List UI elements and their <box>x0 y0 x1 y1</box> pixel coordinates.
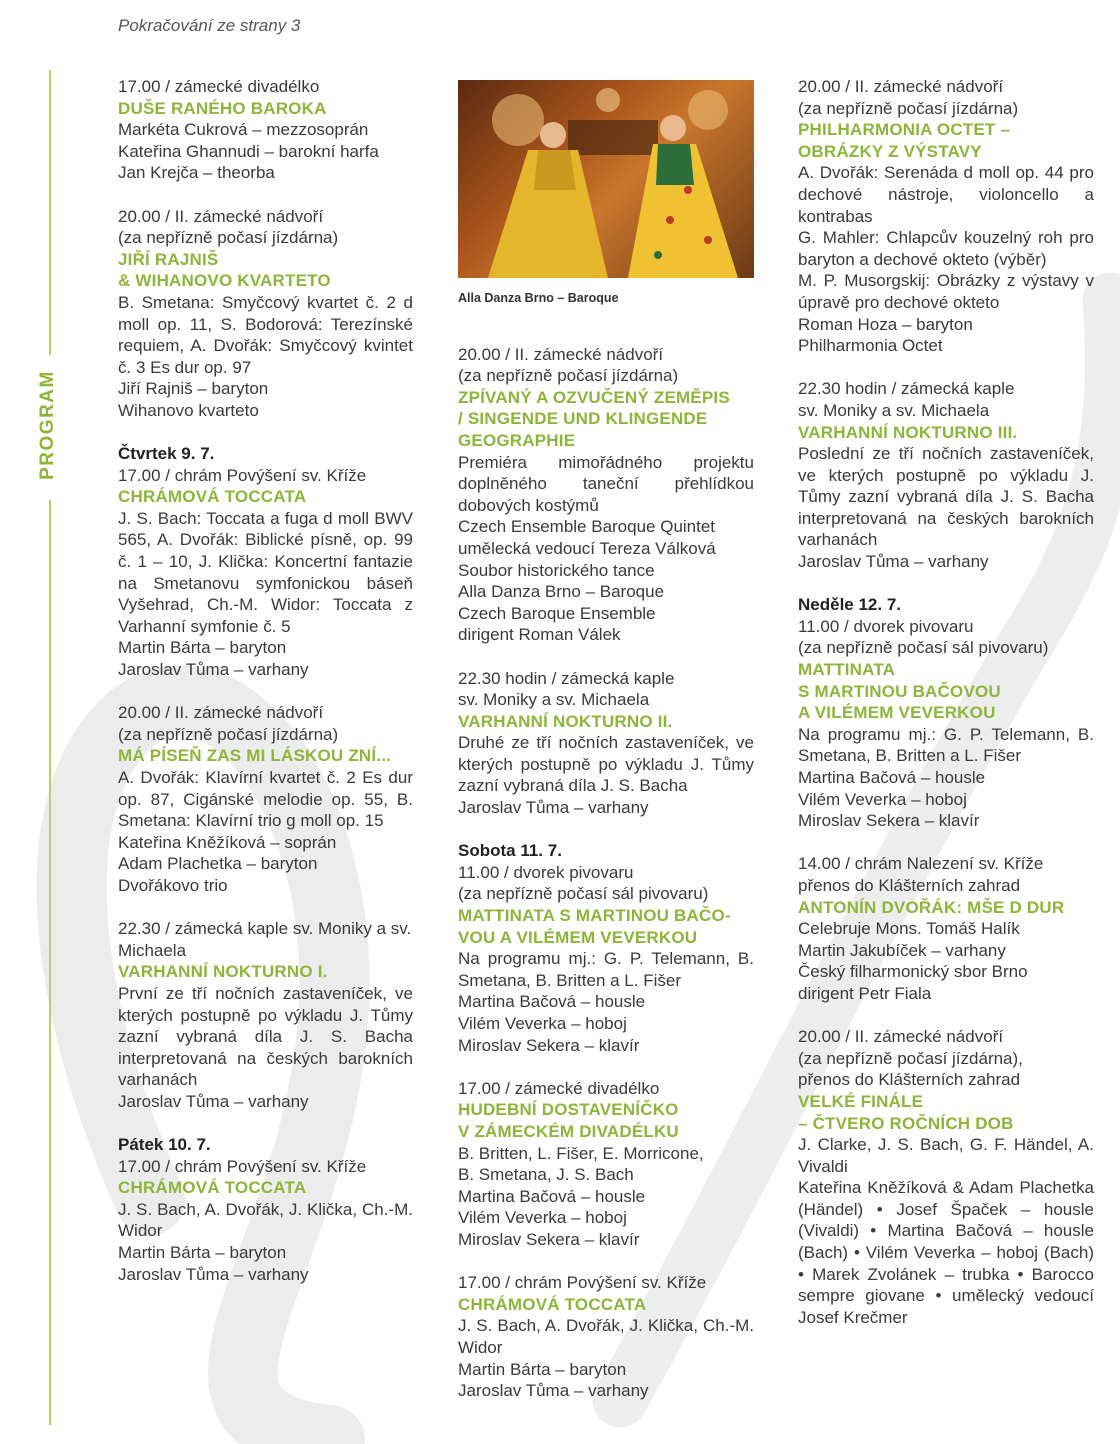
event-description: Na programu mj.: G. P. Telemann, B. Smetana, B. Britten a L. Fišer <box>798 724 1094 766</box>
event-venue: 17.00 / zámecké divadélko <box>118 77 320 96</box>
program-event <box>458 668 754 819</box>
event-venue: 22.30 / zámecká kaple sv. Moniky a sv. Michaela <box>118 919 412 960</box>
event-venue: 20.00 / II. zámecké nádvoří <box>458 344 664 364</box>
program-event <box>798 616 1094 832</box>
running-head: Pokračování ze strany 3 <box>118 16 301 35</box>
event-performer: Miroslav Sekera – klavír <box>458 1035 640 1055</box>
event-performer: Kateřina Ghannudi – barokní harfa <box>118 141 379 161</box>
event-performer: dirigent Petr Fiala <box>798 983 932 1003</box>
event-performer: B. Smetana, J. S. Bach <box>458 1165 634 1185</box>
event-title: CHRÁMOVÁ TOCCATA <box>118 487 307 507</box>
event-venue: 14.00 / chrám Nalezení sv. Kříže <box>798 854 1044 874</box>
event-title: VELKÉ FINÁLE <box>798 1091 924 1111</box>
event-venue: 20.00 / II. zámecké nádvoří <box>798 77 1004 96</box>
day-heading: Sobota 11. 7. <box>458 841 562 861</box>
event-venue: (za nepřízně počasí jízdárna) <box>118 724 339 744</box>
event-title: & WIHANOVO KVARTETO <box>118 271 331 291</box>
event-performer: Martin Jakubíček – varhany <box>798 940 1006 960</box>
event-venue: (za nepřízně počasí sál pivovaru) <box>458 884 709 904</box>
event-performer: Jiří Rajniš – baryton <box>118 379 269 399</box>
event-description: J. S. Bach, A. Dvořák, J. Klička, Ch.-M. Widor <box>118 1199 413 1241</box>
event-venue: 20.00 / II. zámecké nádvoří <box>798 1027 1004 1047</box>
event-performer: Markéta Cukrová – mezzosoprán <box>118 120 369 140</box>
event-title: CHRÁMOVÁ TOCCATA <box>118 1178 307 1198</box>
event-performer: Martina Bačová – housle <box>458 1186 646 1206</box>
event-description: G. Mahler: Chlapcův kouzelný roh pro baryton a dechové okteto (výběr) <box>798 228 1094 269</box>
event-performer: Czech Ensemble Baroque Quintet <box>458 517 716 537</box>
event-performer: Jaroslav Tůma – varhany <box>458 798 649 818</box>
event-title: VARHANNÍ NOKTURNO I. <box>118 962 328 982</box>
event-performer: Martina Bačová – housle <box>458 992 646 1012</box>
event-description: A. Dvořák: Klavírní kvartet č. 2 Es dur op. 87, Cigánské melodie op. 55, B. Smetana: Klavírní trio g moll op. 15 <box>118 768 413 831</box>
performance-photo <box>458 80 754 278</box>
event-venue: (za nepřízně počasí jízdárna), <box>798 1048 1023 1068</box>
event-performer: Adam Plachetka – baryton <box>118 854 318 874</box>
program-event <box>118 918 413 1112</box>
event-title: CHRÁMOVÁ TOCCATA <box>458 1294 647 1314</box>
event-title: OBRÁZKY Z VÝSTAVY <box>798 141 982 161</box>
event-venue: přenos do Klášterních zahrad <box>798 875 1021 895</box>
event-title: MATTINATA <box>798 660 896 680</box>
event-venue: 11.00 / dvorek pivovaru <box>458 862 634 882</box>
event-title: S MARTINOU BAČOVOU <box>798 681 1001 701</box>
event-venue: 20.00 / II. zámecké nádvoří <box>118 703 324 723</box>
event-performer: Jaroslav Tůma – varhany <box>118 660 309 680</box>
event-description: Kateřina Kněžíková & Adam Plachetka (Händel) • Josef Špaček – housle (Vivaldi) • Martina Bačová – housle (Bach) • Vilém Veverka – hoboj (Bach) • Marek Zvolánek – trubka • Barocco sempre giovane • umělecký vedoucí Josef Krečmer <box>798 1178 1094 1327</box>
event-performer: Dvořákovo trio <box>118 875 228 895</box>
event-title: DUŠE RANÉHO BAROKA <box>118 98 327 118</box>
event-description: J. S. Bach, A. Dvořák, J. Klička, Ch.-M. Widor <box>458 1316 754 1357</box>
program-event <box>798 378 1094 572</box>
event-performer: Philharmonia Octet <box>798 336 943 356</box>
event-venue: (za nepřízně počasí jízdárna) <box>458 366 679 386</box>
event-venue: 22.30 hodin / zámecká kaple <box>458 668 675 688</box>
program-event <box>798 76 1094 357</box>
day-heading: Čtvrtek 9. 7. <box>118 444 215 464</box>
event-description: J. S. Bach: Toccata a fuga d moll BWV 565, A. Dvořák: Biblické písně, op. 99 č. 1 – 10, J. Klička: Koncertní fantazie na Smetanovu symfonickou báseň Vyšehrad, Ch.-M. Widor: Toccata z Varhanní symfonie č. 5 <box>118 508 413 636</box>
program-event <box>798 1026 1094 1328</box>
program-event <box>118 76 413 184</box>
event-title: JIŘÍ RAJNIŠ <box>118 249 219 269</box>
event-venue: 20.00 / II. zámecké nádvoří <box>118 206 324 226</box>
event-venue: přenos do Klášterních zahrad <box>798 1070 1021 1090</box>
event-performer: Vilém Veverka – hoboj <box>458 1208 627 1228</box>
event-performer: Celebruje Mons. Tomáš Halík <box>798 919 1020 939</box>
event-performer: Martina Bačová – housle <box>798 768 986 787</box>
event-venue: 17.00 / chrám Povýšení sv. Kříže <box>118 465 367 485</box>
program-event <box>118 206 413 422</box>
event-performer: Vilém Veverka – hoboj <box>798 789 967 809</box>
program-event <box>458 1078 754 1251</box>
event-description: Poslední ze tří nočních zastaveníček, ve kterých postupně po výkladu J. Tůmy zazní vybraná díla J. S. Bacha interpretovaná na českých barokních varhanách <box>798 444 1094 550</box>
event-performer: B. Britten, L. Fišer, E. Morricone, <box>458 1143 704 1163</box>
event-performer: Martin Bárta – baryton <box>118 638 287 658</box>
day-heading: Pátek 10. 7. <box>118 1135 211 1155</box>
event-description: První ze tří nočních zastaveníček, ve kterých postupně po výkladu J. Tůmy zazní vybraná díla J. S. Bacha interpretovaná na českých barokních varhanách <box>118 983 413 1090</box>
event-performer: Jaroslav Tůma – varhany <box>458 1381 649 1401</box>
program-event <box>458 1272 754 1402</box>
event-venue: 17.00 / zámecké divadélko <box>458 1078 660 1098</box>
event-title: VARHANNÍ NOKTURNO III. <box>798 422 1018 442</box>
event-performer: Martin Bárta – baryton <box>458 1359 627 1379</box>
event-title: GEOGRAPHIE <box>458 430 576 450</box>
event-venue: (za nepřízně počasí jízdárna) <box>118 228 339 248</box>
event-description: B. Smetana: Smyčcový kvartet č. 2 d moll op. 11, S. Bodorová: Terezínské requiem, A. Dvořák: Smyčcový kvintet č. 3 Es dur op. 97 <box>118 292 413 377</box>
event-venue: sv. Moniky a sv. Michaela <box>798 400 990 420</box>
event-performer: Miroslav Sekera – klavír <box>798 811 980 831</box>
event-venue: 17.00 / chrám Povýšení sv. Kříže <box>118 1156 367 1176</box>
program-event <box>118 1156 413 1286</box>
event-performer: Martin Bárta – baryton <box>118 1243 287 1263</box>
event-description: J. Clarke, J. S. Bach, G. F. Händel, A. Vivaldi <box>798 1135 1094 1176</box>
event-venue: (za nepřízně počasí sál pivovaru) <box>798 638 1049 658</box>
column-3 <box>798 76 1094 1350</box>
side-rule-top <box>49 70 51 355</box>
event-performer: Miroslav Sekera – klavír <box>458 1229 640 1249</box>
event-performer: Alla Danza Brno – Baroque <box>458 582 665 602</box>
side-label-text: PROGRAM <box>37 370 59 480</box>
event-title: ANTONÍN DVOŘÁK: MŠE D DUR <box>798 897 1065 917</box>
column-1 <box>118 76 413 1307</box>
event-title: / SINGENDE UND KLINGENDE <box>458 409 708 429</box>
event-performer: Soubor historického tance <box>458 560 655 580</box>
event-title: PHILHARMONIA OCTET – <box>798 120 1011 140</box>
event-description: A. Dvořák: Serenáda d moll op. 44 pro dechové nástroje, violoncello a kontrabas <box>798 163 1094 226</box>
event-title: HUDEBNÍ DOSTAVENÍČKO <box>458 1100 679 1120</box>
event-venue: 11.00 / dvorek pivovaru <box>798 616 974 636</box>
event-title: VOU A VILÉMEM VEVERKOU <box>458 927 698 947</box>
event-performer: Český filharmonický sbor Brno <box>798 962 1028 982</box>
event-performer: Jaroslav Tůma – varhany <box>118 1091 309 1111</box>
event-performer: Jan Krejča – theorba <box>118 163 275 183</box>
event-title: ZPÍVANÝ A OZVUČENÝ ZEMĚPIS <box>458 387 730 407</box>
event-venue: (za nepřízně počasí jízdárna) <box>798 98 1019 118</box>
event-description: Premiéra mimořádného projektu doplněného taneční přehlídkou dobových kostýmů <box>458 452 754 515</box>
program-event <box>458 862 754 1056</box>
event-venue: 17.00 / chrám Povýšení sv. Kříže <box>458 1273 707 1293</box>
event-performer: Vilém Veverka – hoboj <box>458 1014 627 1033</box>
event-performer: Wihanovo kvarteto <box>118 400 259 420</box>
event-venue: 22.30 hodin / zámecká kaple <box>798 379 1015 399</box>
event-title: – ČTVERO ROČNÍCH DOB <box>798 1113 1014 1133</box>
program-event <box>118 465 413 681</box>
event-title: A VILÉMEM VEVERKOU <box>798 703 996 723</box>
event-performer: Kateřina Kněžíková – soprán <box>118 832 337 852</box>
event-description: Na programu mj.: G. P. Telemann, B. Smetana, B. Britten a L. Fišer <box>458 949 754 990</box>
side-label <box>18 360 78 490</box>
side-rule-bottom <box>49 500 51 1425</box>
event-title: MATTINATA S MARTINOU BAČO- <box>458 906 731 926</box>
program-event <box>458 344 754 646</box>
event-performer: Jaroslav Tůma – varhany <box>118 1264 309 1284</box>
event-performer: Czech Baroque Ensemble <box>458 603 656 623</box>
event-title: VARHANNÍ NOKTURNO II. <box>458 711 673 731</box>
event-venue: sv. Moniky a sv. Michaela <box>458 690 650 710</box>
photo-caption: Alla Danza Brno – Baroque <box>458 291 619 305</box>
event-title: MÁ PÍSEŇ ZAS MI LÁSKOU ZNÍ... <box>118 746 392 766</box>
event-performer: Jaroslav Tůma – varhany <box>798 552 989 572</box>
program-event <box>118 702 413 896</box>
event-performer: umělecká vedoucí Tereza Válková <box>458 538 716 558</box>
dancers-illustration <box>458 80 754 278</box>
program-event <box>798 853 1094 1004</box>
event-performer: dirigent Roman Válek <box>458 625 621 645</box>
event-title: V ZÁMECKÉM DIVADÉLKU <box>458 1121 679 1141</box>
event-performer: Roman Hoza – baryton <box>798 314 973 334</box>
column-2-events <box>458 344 754 1402</box>
event-description: M. P. Musorgskij: Obrázky z výstavy v úpravě pro dechové okteto <box>798 271 1094 312</box>
event-description: Druhé ze tří nočních zastaveníček, ve kterých postupně po výkladu J. Tůmy zazní vybraná díla J. S. Bacha <box>458 733 754 796</box>
column-2 <box>458 76 754 1423</box>
day-heading: Neděle 12. 7. <box>798 595 902 615</box>
